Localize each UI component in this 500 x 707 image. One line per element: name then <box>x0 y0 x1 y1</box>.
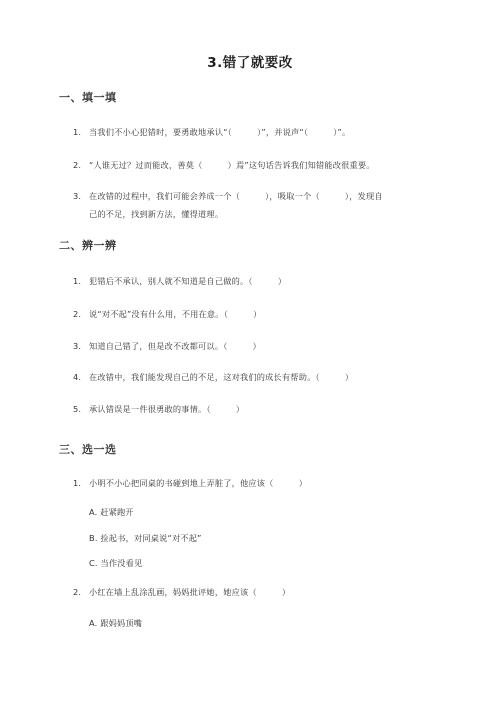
choice-option-a: A. 赶紧跑开 <box>89 507 134 517</box>
question-number: 2. <box>73 587 82 597</box>
section-heading-choose: 三、选一选 <box>59 443 117 456</box>
judge-question-1 <box>73 272 443 290</box>
question-number: 2. <box>73 160 82 170</box>
fill-question-3 <box>73 187 443 223</box>
question-number: 1. <box>73 478 82 488</box>
question-text: “人谁无过？过而能改，善莫（ ）焉”这句话告诉我们知错能改很重要。 <box>89 160 375 170</box>
question-number: 4. <box>73 372 82 382</box>
question-number: 1. <box>73 127 82 137</box>
question-text: 小明不小心把同桌的书碰到地上弄脏了，他应该（ ） <box>89 478 308 488</box>
choose-question-2 <box>73 583 443 601</box>
question-text: 犯错后不承认，别人就不知道是自己做的。（ ） <box>89 276 287 286</box>
choice-option-b: B. 捡起书，对同桌说“对不起” <box>89 533 202 543</box>
page-title: 3.错了就要改 <box>207 55 293 71</box>
section-heading-judge: 二、辨一辨 <box>59 239 117 252</box>
question-text: 当我们不小心犯错时，要勇敢地承认“（ ）”，并说声“（ ）”。 <box>89 127 351 137</box>
question-number: 5. <box>73 404 82 414</box>
judge-question-4 <box>73 368 443 386</box>
question-text: 知道自己错了，但是改不改都可以。（ ） <box>89 341 262 351</box>
question-text: 在改错的过程中，我们可能会养成一个（ ），吸取一个（ ），发现自 <box>89 191 383 201</box>
question-text: 说“对不起”没有什么用，不用在意。（ ） <box>89 309 262 319</box>
question-text: 在改错中，我们能发现自己的不足，这对我们的成长有帮助。（ ） <box>89 372 354 382</box>
question-number: 3. <box>73 191 82 201</box>
question-text: 小红在墙上乱涂乱画，妈妈批评她，她应该（ ） <box>89 587 291 597</box>
question-text-continued: 己的不足，找到新方法，懂得道理。 <box>89 209 224 219</box>
judge-question-2 <box>73 305 443 323</box>
choice-option-c: C. 当作没看见 <box>89 558 143 568</box>
choice-option-a: A. 跟妈妈顶嘴 <box>89 618 143 628</box>
question-number: 1. <box>73 276 82 286</box>
judge-question-3 <box>73 337 443 355</box>
section-heading-fill: 一、填一填 <box>59 91 117 104</box>
choose-question-1 <box>73 474 443 492</box>
fill-question-1 <box>73 123 443 141</box>
question-number: 3. <box>73 341 82 351</box>
question-text: 承认错误是一件很勇敢的事情。（ ） <box>89 404 245 414</box>
judge-question-5 <box>73 400 443 418</box>
fill-question-2 <box>73 156 443 174</box>
question-number: 2. <box>73 309 82 319</box>
